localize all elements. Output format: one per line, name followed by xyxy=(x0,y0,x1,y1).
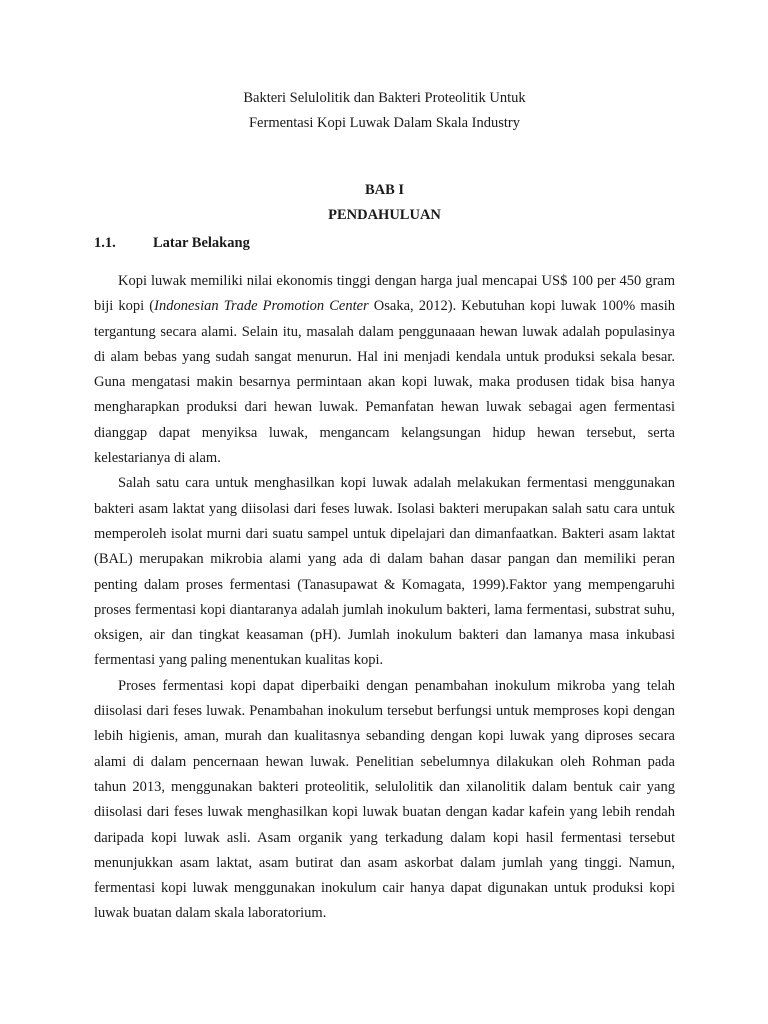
title-line-1: Bakteri Selulolitik dan Bakteri Proteolitik Untuk xyxy=(243,90,526,106)
document-page xyxy=(94,86,675,927)
section-number: 1.1. xyxy=(94,235,116,251)
paragraph-2: Salah satu cara untuk menghasilkan kopi luwak adalah melakukan fermentasi menggunakan bakteri asam laktat yang diisolasi dari feses luwak. Isolasi bakteri merupakan salah satu cara untuk memperoleh isolat murni dari suatu sampel untuk dipelajari dan dimanfaatkan. Bakteri asam laktat (BAL) merupakan mikrobia alami yang ada di dalam bahan dasar pangan dan memiliki peran penting dalam proses fermentasi (Tanasupawat & Komagata, 1999).Faktor yang mempengaruhi proses fermentasi kopi diantaranya adalah jumlah inokulum bakteri, lama fermentasi, substrat suhu, oksigen, air dan tingkat keasaman (pH). Jumlah inokulum bakteri dan lamanya masa inkubasi fermentasi yang paling menentukan kualitas kopi. xyxy=(94,475,675,669)
chapter-title: PENDAHULUAN xyxy=(328,207,441,223)
paragraph-3: Proses fermentasi kopi dapat diperbaiki dengan penambahan inokulum mikroba yang telah diisolasi dari feses luwak. Penambahan inokulum tersebut berfungsi untuk memproses kopi dengan lebih higienis, aman, murah dan kualitasnya sebanding dengan kopi luwak yang diproses secara alami di dalam pencernaan hewan luwak. Penelitian sebelumnya dilakukan oleh Rohman pada tahun 2013, menggunakan bakteri proteolitik, selulolitik dan xilanolitik dalam bentuk cair yang diisolasi dari feses luwak menghasilkan kopi luwak buatan dengan kadar kafein yang lebih rendah daripada kopi luwak asli. Asam organik yang terkadung dalam kopi hasil fermentasi tersebut menunjukkan asam laktat, asam butirat dan asam askorbat dalam jumlah yang tinggi. Namun, fermentasi kopi luwak menggunakan inokulum cair hanya dapat digunakan untuk produksi kopi luwak buatan dalam skala laboratorium. xyxy=(94,677,675,922)
document-title xyxy=(94,86,675,136)
paragraph-1-text-end: Osaka, 2012). Kebutuhan kopi luwak 100% masih tergantung secara alami. Selain itu, masalah dalam penggunaaan hewan luwak adalah populasinya di alam bebas yang sudah sangat menurun. Hal ini menjadi kendala untuk produksi sekala besar. Guna mengatasi makin besarnya permintaan akan kopi luwak, maka produsen tidak bisa hanya mengharapkan produksi dari hewan luwak. Pemanfatan hewan luwak sebagai agen fermentasi dianggap dapat menyiksa luwak, mengancam kelangsungan hidup hewan tersebut, serta kelestarianya di alam. xyxy=(94,298,675,467)
title-line-2: Fermentasi Kopi Luwak Dalam Skala Industry xyxy=(248,115,520,131)
section-heading xyxy=(94,231,675,256)
paragraph-1 xyxy=(94,269,675,471)
paragraph-1-text-start: Kopi luwak memiliki nilai ekonomis tinggi dengan harga jual mencapai US$ 100 per 450 gram biji kopi ( xyxy=(94,273,675,315)
chapter-number: BAB I xyxy=(364,182,405,198)
paragraph-1-italic: Indonesian Trade Promotion Center xyxy=(154,298,369,315)
section-title: Latar Belakang xyxy=(153,235,250,251)
